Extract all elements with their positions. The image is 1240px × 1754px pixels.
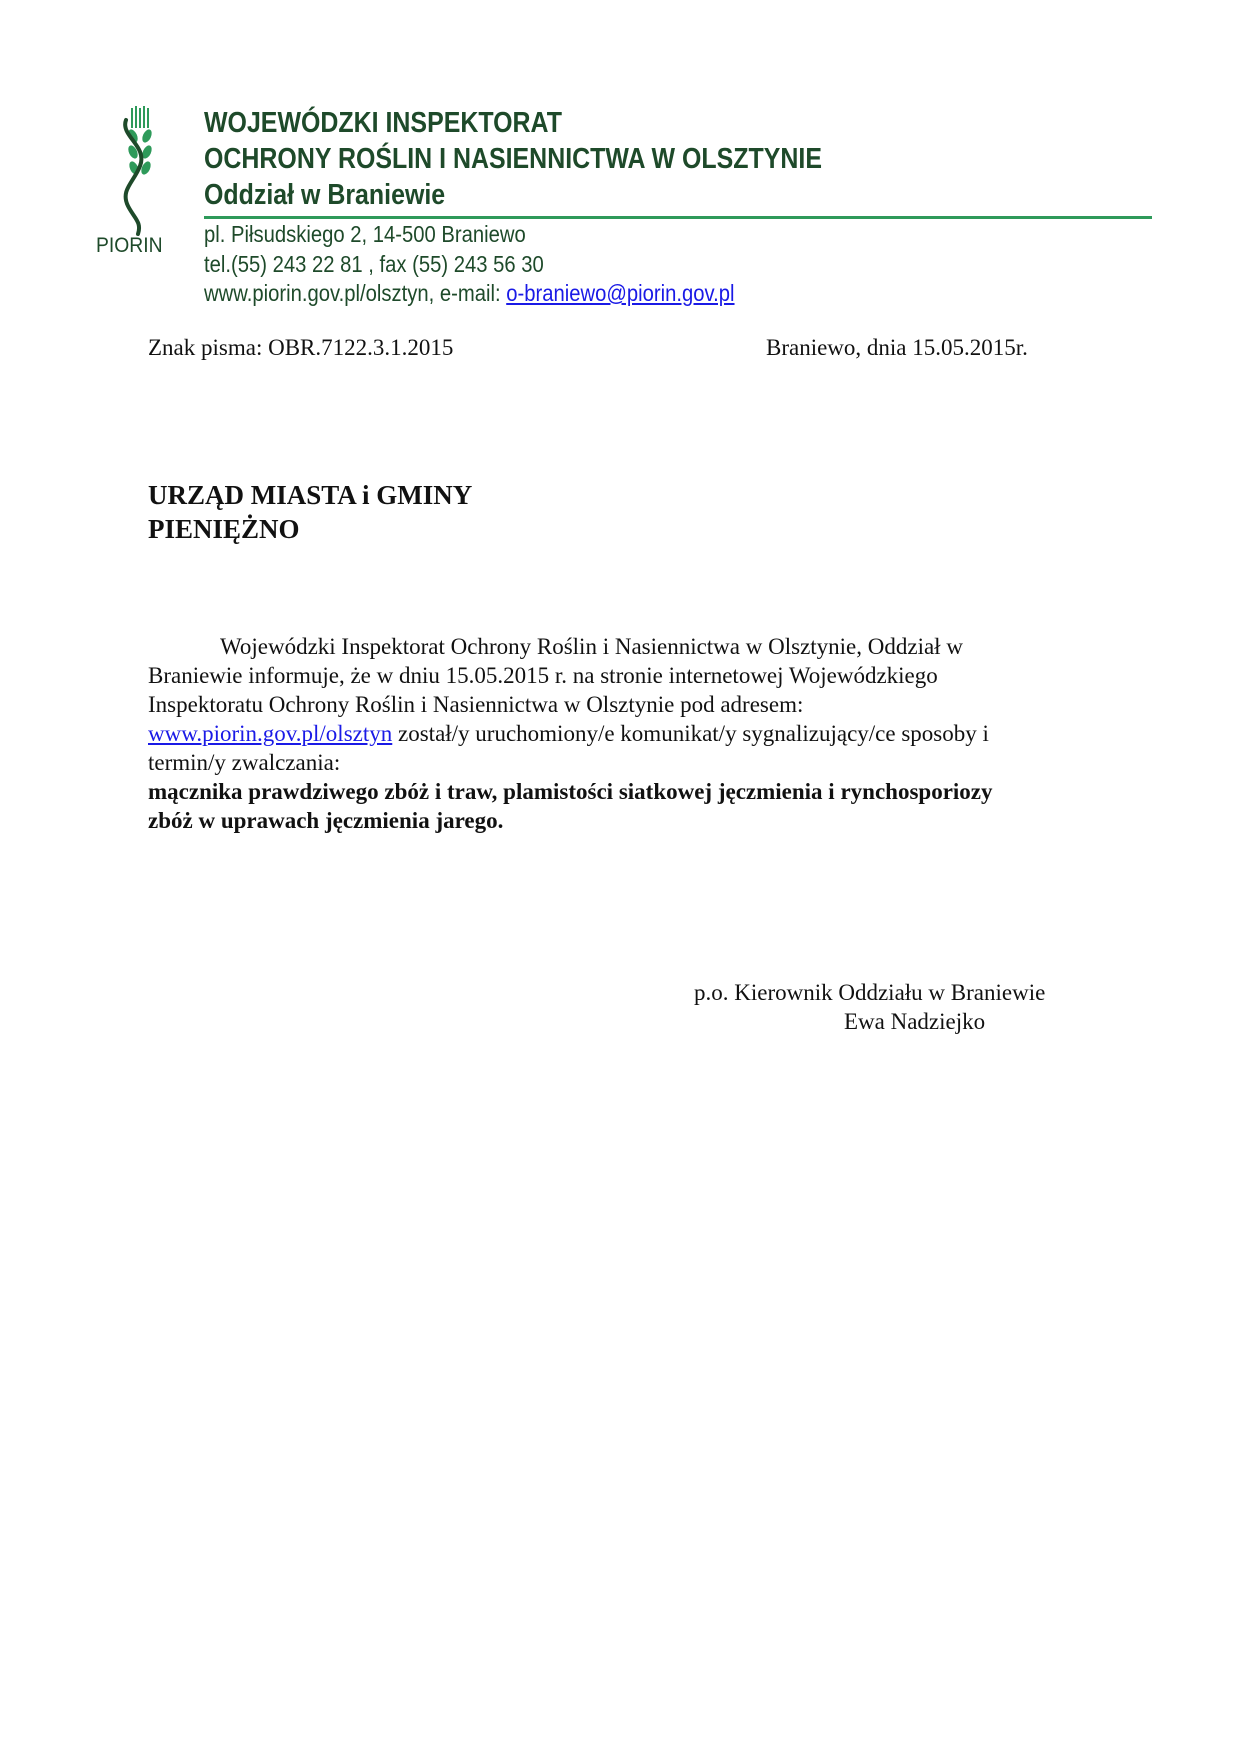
recipient-line-1: URZĄD MIASTA i GMINY: [148, 480, 473, 510]
logo-wordmark: PIORIN: [96, 234, 163, 257]
body-line-4: [148, 719, 1078, 748]
wheat-serpent-icon: [118, 106, 162, 236]
institution-name-line-1: WOJEWÓDZKI INSPEKTORAT: [204, 107, 562, 139]
body-line-1: Wojewódzki Inspektorat Ochrony Roślin i Nasiennictwa w Olsztynie, Oddział w: [220, 634, 963, 659]
email-link[interactable]: o-braniewo@piorin.gov.pl: [506, 280, 735, 306]
reference-number: Znak pisma: OBR.7122.3.1.2015: [148, 335, 454, 360]
web-address: www.piorin.gov.pl/olsztyn, e-mail:: [204, 280, 507, 306]
website-link[interactable]: www.piorin.gov.pl/olsztyn: [148, 721, 393, 746]
web-email-line: [204, 279, 735, 307]
recipient-line-2: PIENIĘŻNO: [148, 514, 300, 544]
phone-fax-line: tel.(55) 243 22 81 , fax (55) 243 56 30: [204, 251, 544, 277]
body-line-5: termin/y zwalczania:: [148, 750, 341, 775]
body-line-3: Inspektoratu Ochrony Roślin i Nasiennictwa w Olsztynie pod adresem:: [148, 692, 804, 717]
disease-list-line-2: zbóż w uprawach jęczmienia jarego.: [148, 808, 504, 833]
branch-name: Oddział w Braniewie: [204, 179, 446, 211]
letter-body: [148, 632, 1078, 835]
institution-name-line-2: OCHRONY ROŚLIN I NASIENNICTWA W OLSZTYNIE: [204, 143, 822, 175]
header-divider: [204, 216, 1152, 219]
body-line-4-text: został/y uruchomiony/e komunikat/y sygnalizujący/ce sposoby i: [392, 721, 989, 746]
recipient-block: [148, 478, 472, 546]
signatory-name: Ewa Nadziejko: [844, 1009, 986, 1034]
disease-list-line-1: mącznika prawdziwego zbóż i traw, plamistości siatkowej jęczmienia i rynchosporiozy: [148, 779, 993, 804]
body-line-2: Braniewie informuje, że w dniu 15.05.2015 r. na stronie internetowej Wojewódzkiego: [148, 663, 938, 688]
letter-date: Braniewo, dnia 15.05.2015r.: [766, 335, 1028, 360]
piorin-logo: [96, 106, 176, 266]
signatory-title: p.o. Kierownik Oddziału w Braniewie: [694, 980, 1046, 1005]
address-line: pl. Piłsudskiego 2, 14-500 Braniewo: [204, 221, 526, 247]
